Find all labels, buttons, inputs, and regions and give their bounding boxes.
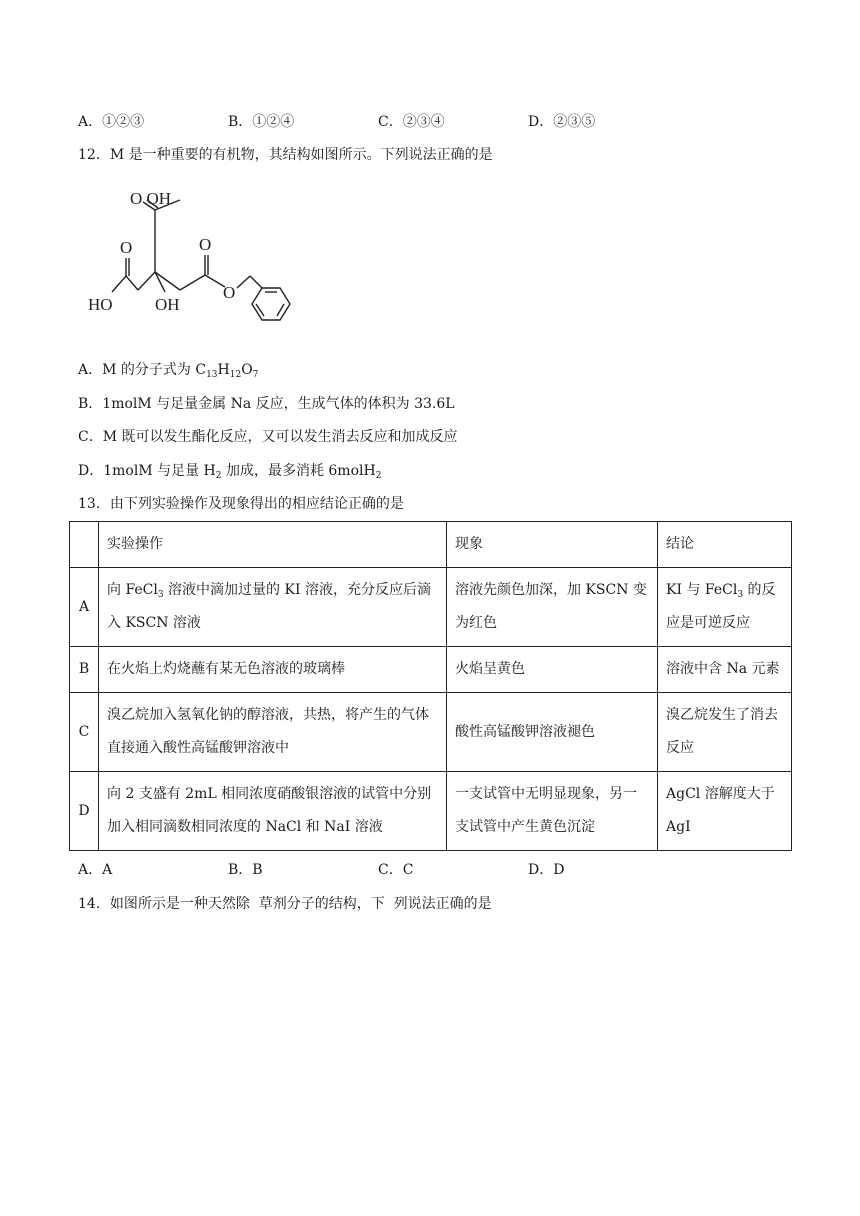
table-row [70, 772, 792, 851]
q12-option-b: B．1molM 与足量金属 Na 反应，生成气体的体积为 33.6L [78, 396, 455, 412]
row-operation: 在火焰上灼烧蘸有某无色溶液的玻璃棒 [99, 647, 447, 693]
q12-stem: 12．M 是一种重要的有机物，其结构如图所示。下列说法正确的是 [78, 147, 493, 163]
table-row [70, 568, 792, 647]
row-operation: 向 2 支盛有 2mL 相同浓度硝酸银溶液的试管中分别加入相同滴数相同浓度的 NaCl 和 NaI 溶液 [99, 772, 447, 851]
header-conclusion: 结论 [658, 522, 792, 568]
label-o-left: O [120, 238, 133, 257]
q13-option-a: A．A [78, 862, 113, 878]
row-conclusion: AgCl 溶解度大于 AgI [658, 772, 792, 851]
table-row [70, 647, 792, 693]
q11-options [78, 112, 778, 132]
row-operation: 溴乙烷加入氢氧化钠的醇溶液，共热，将产生的气体直接通入酸性高锰酸钾溶液中 [99, 693, 447, 772]
q11-option-d: D．②③⑤ [528, 114, 596, 130]
q14-stem: 14．如图所示是一种天然除 草剂分子的结构，下 列说法正确的是 [78, 896, 492, 912]
row-phenomenon: 火焰呈黄色 [447, 647, 658, 693]
row-conclusion: 溴乙烷发生了消去反应 [658, 693, 792, 772]
molecule-structure [80, 180, 320, 340]
row-label: C [70, 693, 99, 772]
row-label: D [70, 772, 99, 851]
row-operation: 向 FeCl$_3$ 溶液中滴加过量的 KI 溶液，充分反应后滴入 KSCN 溶液 [99, 568, 447, 647]
row-conclusion: KI 与 FeCl$_3$ 的反应是可逆反应 [658, 568, 792, 647]
row-conclusion: 溶液中含 Na 元素 [658, 647, 792, 693]
label-o-right: O [199, 235, 212, 254]
q13-option-c: C．C [378, 862, 414, 878]
row-label: B [70, 647, 99, 693]
q13-options [78, 860, 778, 880]
row-label: A [70, 568, 99, 647]
header-operation: 实验操作 [99, 522, 447, 568]
table-row [70, 693, 792, 772]
table-header-row [70, 522, 792, 568]
row-phenomenon: 一支试管中无明显现象，另一支试管中产生黄色沉淀 [447, 772, 658, 851]
q13-stem: 13．由下列实验操作及现象得出的相应结论正确的是 [78, 496, 404, 512]
row-phenomenon: 酸性高锰酸钾溶液褪色 [447, 693, 658, 772]
q11-option-b: B．①②④ [228, 114, 295, 130]
label-ho: HO [88, 295, 113, 314]
label-oh-mid: OH [155, 295, 180, 314]
q13-option-b: B．B [228, 862, 263, 878]
q11-option-a: A．①②③ [78, 114, 145, 130]
label-o-top: O OH [130, 189, 172, 208]
row-phenomenon: 溶液先颜色加深，加 KSCN 变为红色 [447, 568, 658, 647]
experiment-table [69, 521, 792, 851]
q12-option-d: D．1molM 与足量 $H_2$ 加成，最多消耗 6molH$_2$ [78, 463, 382, 481]
q13-option-d: D．D [528, 862, 565, 878]
q11-option-c: C．②③④ [378, 114, 445, 130]
q12-option-a: A．M 的分子式为 $C_{13}H_{12}O_7$ [78, 362, 259, 380]
header-blank [70, 522, 99, 568]
header-phenomenon: 现象 [447, 522, 658, 568]
label-o-ester: O [223, 283, 236, 302]
q12-option-c: C．M 既可以发生酯化反应，又可以发生消去反应和加成反应 [78, 429, 458, 445]
